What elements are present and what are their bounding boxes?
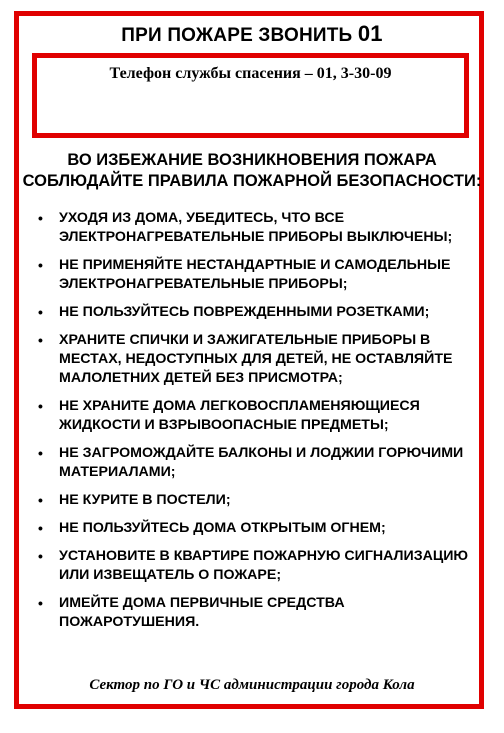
title-text: ПРИ ПОЖАРЕ ЗВОНИТЬ (121, 25, 353, 46)
footer-signature: Сектор по ГО и ЧС администрации города Кола (89, 677, 415, 693)
rule-text: УСТАНОВИТЕ В КВАРТИРЕ ПОЖАРНУЮ СИГНАЛИЗАЦИЮ ИЛИ ИЗВЕЩАТЕЛЬ О ПОЖАРЕ; (59, 548, 469, 583)
rule-item (34, 331, 479, 388)
page-title (0, 21, 504, 47)
rule-item (34, 209, 479, 247)
bullet-icon: • (38, 548, 43, 564)
bullet-icon: • (38, 304, 43, 320)
rule-text: НЕ ПРИМЕНЯЙТЕ НЕСТАНДАРТНЫЕ И САМОДЕЛЬНЫЕ ЭЛЕКТРОНАГРЕВАТЕЛЬНЫЕ ПРИБОРЫ; (59, 257, 451, 292)
rule-item (34, 594, 479, 632)
rule-text: НЕ КУРИТЕ В ПОСТЕЛИ; (59, 492, 231, 508)
rule-text: НЕ ЗАГРОМОЖДАЙТЕ БАЛКОНЫ И ЛОДЖИИ ГОРЮЧИМИ МАТЕРИАЛАМИ; (59, 445, 464, 480)
bullet-icon: • (38, 332, 43, 348)
rule-item (34, 519, 479, 538)
rule-item (34, 303, 479, 322)
rule-item (34, 491, 479, 510)
rule-text: ИМЕЙТЕ ДОМА ПЕРВИЧНЫЕ СРЕДСТВА ПОЖАРОТУШЕНИЯ. (59, 595, 345, 630)
rule-text: НЕ ПОЛЬЗУЙТЕСЬ ПОВРЕЖДЕННЫМИ РОЗЕТКАМИ; (59, 304, 430, 320)
rescue-phone-text: Телефон службы спасения – 01, 3-30-09 (109, 65, 392, 82)
phone-box (32, 53, 469, 138)
rule-text: НЕ ПОЛЬЗУЙТЕСЬ ДОМА ОТКРЫТЫМ ОГНЕМ; (59, 520, 386, 536)
rule-text: ХРАНИТЕ СПИЧКИ И ЗАЖИГАТЕЛЬНЫЕ ПРИБОРЫ В МЕСТАХ, НЕДОСТУПНЫХ ДЛЯ ДЕТЕЙ, НЕ ОСТАВЛЯЙТЕ МАЛОЛЕТНИХ ДЕТЕЙ БЕЗ ПРИСМОТРА; (59, 332, 453, 386)
rule-text: НЕ ХРАНИТЕ ДОМА ЛЕГКОВОСПЛАМЕНЯЮЩИЕСЯ ЖИДКОСТИ И ВЗРЫВООПАСНЫЕ ПРЕДМЕТЫ; (59, 398, 420, 433)
emergency-number: 01 (357, 21, 383, 46)
bullet-icon: • (38, 257, 43, 273)
rule-item (34, 547, 479, 585)
bullet-icon: • (38, 210, 43, 226)
bullet-icon: • (38, 595, 43, 611)
bullet-icon: • (38, 398, 43, 414)
rule-text: УХОДЯ ИЗ ДОМА, УБЕДИТЕСЬ, ЧТО ВСЕ ЭЛЕКТРОНАГРЕВАТЕЛЬНЫЕ ПРИБОРЫ ВЫКЛЮЧЕНЫ; (59, 210, 453, 245)
rules-list (34, 209, 479, 641)
rule-item (34, 256, 479, 294)
bullet-icon: • (38, 520, 43, 536)
bullet-icon: • (38, 445, 43, 461)
rules-heading: ВО ИЗБЕЖАНИЕ ВОЗНИКНОВЕНИЯ ПОЖАРА СОБЛЮДАЙТЕ ПРАВИЛА ПОЖАРНОЙ БЕЗОПАСНОСТИ: (22, 151, 482, 190)
bullet-icon: • (38, 492, 43, 508)
rule-item (34, 397, 479, 435)
rule-item (34, 444, 479, 482)
